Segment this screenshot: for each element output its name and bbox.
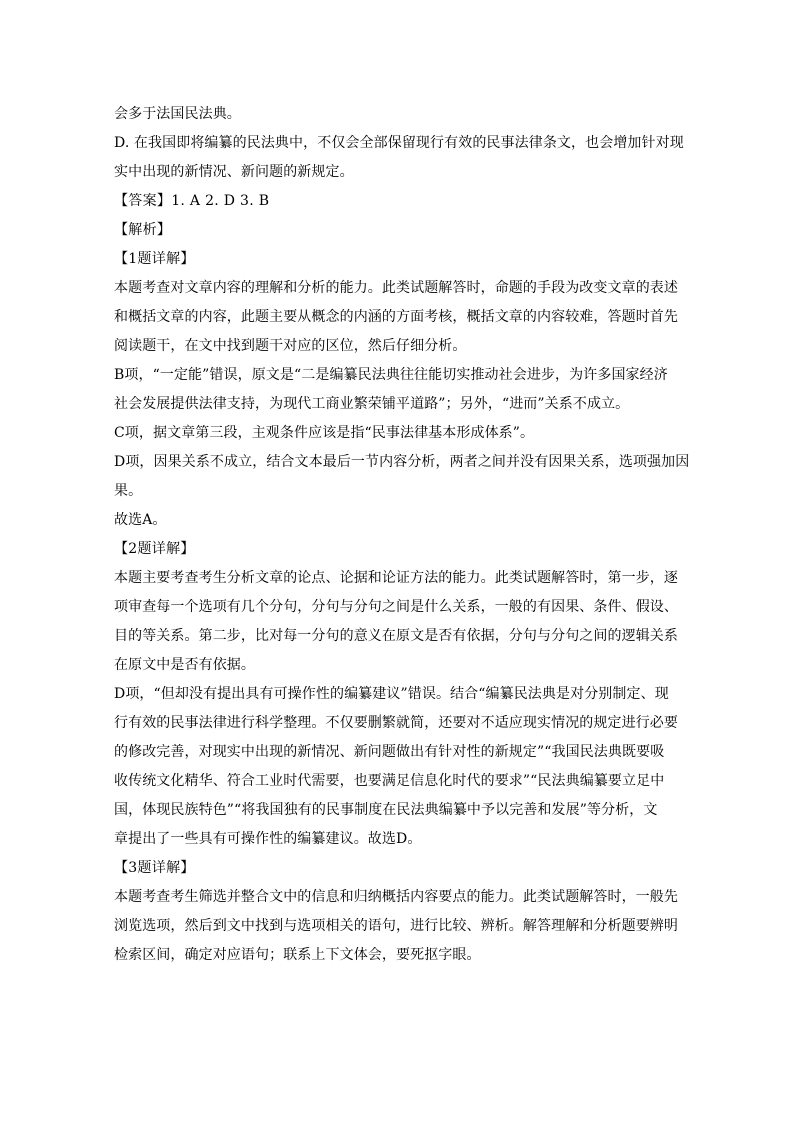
text-line: 本题考查对文章内容的理解和分析的能力。此类试题解答时，命题的手段为改变文章的表述 <box>114 280 678 296</box>
text-line: 国，体现民族特色”“将我国独有的民事制度在民法典编纂中予以完善和发展”等分析，文 <box>114 802 658 818</box>
option-d-text: D. 在我国即将编纂的民法典中，不仅会全部保留现行有效的民事法律条文，也会增加针对现 <box>114 135 684 151</box>
document-body <box>114 100 690 970</box>
text-line: 和概括文章的内容，此题主要从概念的内涵的方面考核，概括文章的内容较难，答题时首先 <box>114 309 678 325</box>
text-line: 社会发展提供法律支持，为现代工商业繁荣铺平道路”；另外，“进而”关系不成立。 <box>114 396 630 412</box>
question-2-heading: 【2题详解】 <box>114 541 195 557</box>
option-b-analysis: B项，“一定能”错误，原文是“二是编纂民法典往往能切实推动社会进步，为许多国家经济 <box>114 367 668 383</box>
text-line: 实中出现的新情况、新问题的新规定。 <box>114 164 354 180</box>
text-line: 浏览选项，然后到文中找到与选项相关的语句，进行比较、辨析。解答理解和分析题要辨明 <box>114 918 678 934</box>
conclusion-line: 故选A。 <box>114 512 167 528</box>
question-1-heading: 【1题详解】 <box>114 251 195 267</box>
answer-heading: 【答案】1. A 2. D 3. B <box>114 193 270 209</box>
option-d-analysis: D项，因果关系不成立，结合文本最后一节内容分析，两者之间并没有因果关系，选项强加因 <box>114 454 690 470</box>
text-line: 会多于法国民法典。 <box>114 106 241 122</box>
text-line: 本题主要考查考生分析文章的论点、论据和论证方法的能力。此类试题解答时，第一步，逐 <box>114 570 678 586</box>
text-line: 行有效的民事法律进行科学整理。不仅要删繁就简，还要对不适应现实情况的规定进行必要 <box>114 715 678 731</box>
text-line: 收传统文化精华、符合工业时代需要，也要满足信息化时代的要求”“民法典编纂要立足中 <box>114 773 665 789</box>
option-c-analysis: C项，据文章第三段，主观条件应该是指“民事法律基本形成体系”。 <box>114 425 535 441</box>
text-line: 项审查每一个选项有几个分句，分句与分句之间是什么关系，一般的有因果、条件、假设、 <box>114 599 678 615</box>
text-line: 检索区间，确定对应语句；联系上下文体会，要死抠字眼。 <box>114 947 481 963</box>
conclusion-line: 章提出了一些具有可操作性的编纂建议。故选D。 <box>114 831 422 847</box>
analysis-heading: 【解析】 <box>114 222 172 238</box>
question-3-heading: 【3题详解】 <box>114 860 195 876</box>
text-line: 在原文中是否有依据。 <box>114 657 255 673</box>
text-line: 目的等关系。第二步，比对每一分句的意义在原文是否有依据，分句与分句之间的逻辑关系 <box>114 628 678 644</box>
text-line: 阅读题干，在文中找到题干对应的区位，然后仔细分析。 <box>114 338 467 354</box>
text-line: 本题考查考生筛选并整合文中的信息和归纳概括内容要点的能力。此类试题解答时，一般先 <box>114 889 678 905</box>
option-d-analysis: D项，“但却没有提出具有可操作性的编纂建议”错误。结合“编纂民法典是对分别制定、现 <box>114 686 669 702</box>
text-line: 果。 <box>114 483 143 499</box>
text-line: 的修改完善，对现实中出现的新情况、新问题做出有针对性的新规定”“我国民法典既要吸 <box>114 744 665 760</box>
